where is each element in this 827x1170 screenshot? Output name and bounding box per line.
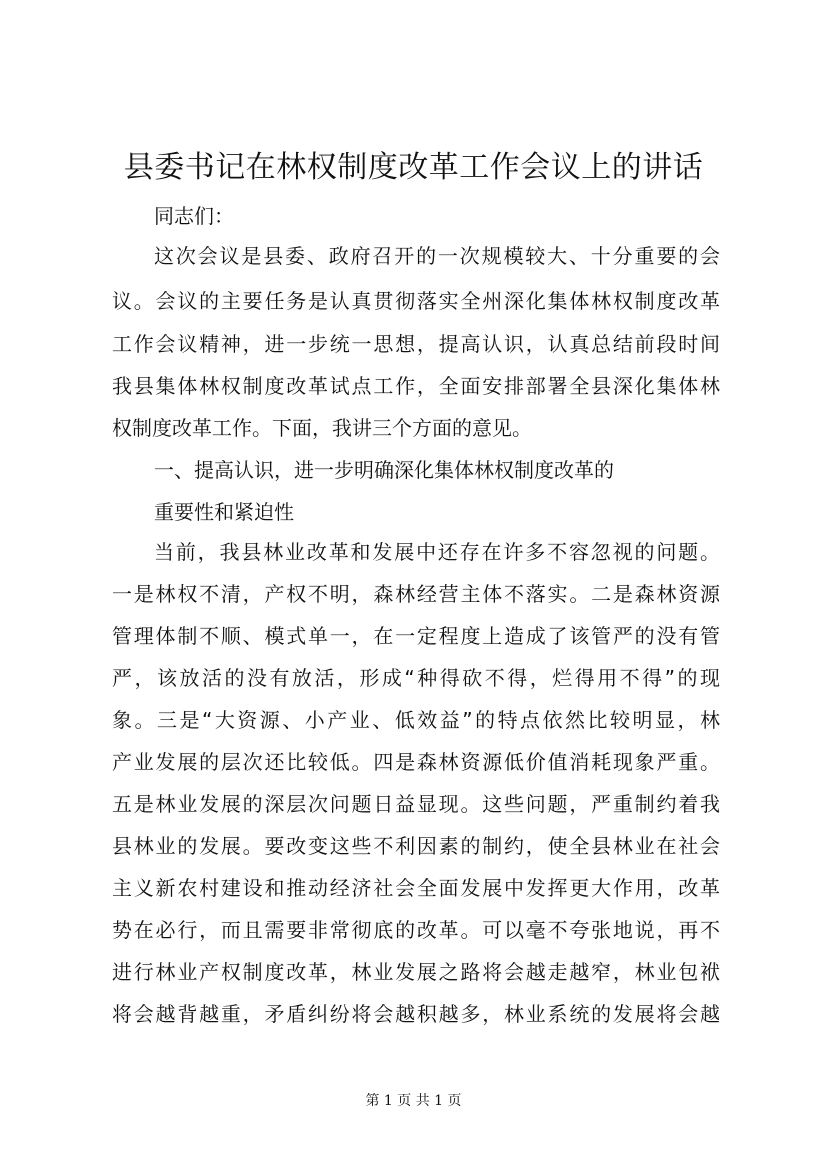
- paragraph-line-4: 我县集体林权制度改革试点工作，全面安排部署全县深化集体林: [112, 374, 720, 398]
- paragraph-line-14: 主义新农村建设和推动经济社会全面发展中发挥更大作用，改革: [112, 876, 720, 900]
- document-title: 县委书记在林权制度改革工作会议上的讲话: [123, 150, 704, 185]
- paragraph-line-7: 一是林权不清，产权不明，森林经营主体不落实。二是森林资源: [112, 582, 720, 606]
- paragraph-line-2: 议。会议的主要任务是认真贯彻落实全州深化集体林权制度改革: [112, 289, 720, 313]
- paragraph-line-3: 工作会议精神，进一步统一思想，提高认识，认真总结前段时间: [112, 332, 720, 356]
- paragraph-line-6: 当前，我县林业改革和发展中还存在许多不容忽视的问题。: [154, 540, 720, 564]
- section-heading-line-2: 重要性和紧迫性: [154, 500, 294, 524]
- paragraph-line-12: 五是林业发展的深层次问题日益显现。这些问题，严重制约着我: [112, 792, 720, 816]
- paragraph-line-11: 产业发展的层次还比较低。四是森林资源低价值消耗现象严重。: [112, 750, 720, 774]
- page-footer: 第 1 页 共 1 页: [365, 1093, 462, 1109]
- paragraph-line-8: 管理体制不顺、模式单一，在一定程度上造成了该管严的没有管: [112, 624, 720, 648]
- salutation-line: 同志们：: [154, 204, 234, 228]
- paragraph-line-5: 权制度改革工作。下面，我讲三个方面的意见。: [112, 416, 532, 440]
- paragraph-line-15: 势在必行，而且需要非常彻底的改革。可以毫不夸张地说，再不: [112, 918, 720, 942]
- paragraph-line-1: 这次会议是县委、政府召开的一次规模较大、十分重要的会: [154, 244, 720, 268]
- paragraph-line-16: 进行林业产权制度改革，林业发展之路将会越走越窄，林业包袱: [112, 960, 720, 984]
- paragraph-line-9: 严，该放活的没有放活，形成“种得砍不得，烂得用不得”的现: [112, 666, 720, 690]
- section-heading-line-1: 一、提高认识，进一步明确深化集体林权制度改革的: [154, 458, 614, 482]
- paragraph-line-13: 县林业的发展。要改变这些不利因素的制约，使全县林业在社会: [112, 834, 720, 858]
- paragraph-line-17: 将会越背越重，矛盾纠纷将会越积越多，林业系统的发展将会越: [112, 1002, 720, 1026]
- paragraph-line-10: 象。三是“大资源、小产业、低效益”的特点依然比较明显，林: [112, 708, 720, 732]
